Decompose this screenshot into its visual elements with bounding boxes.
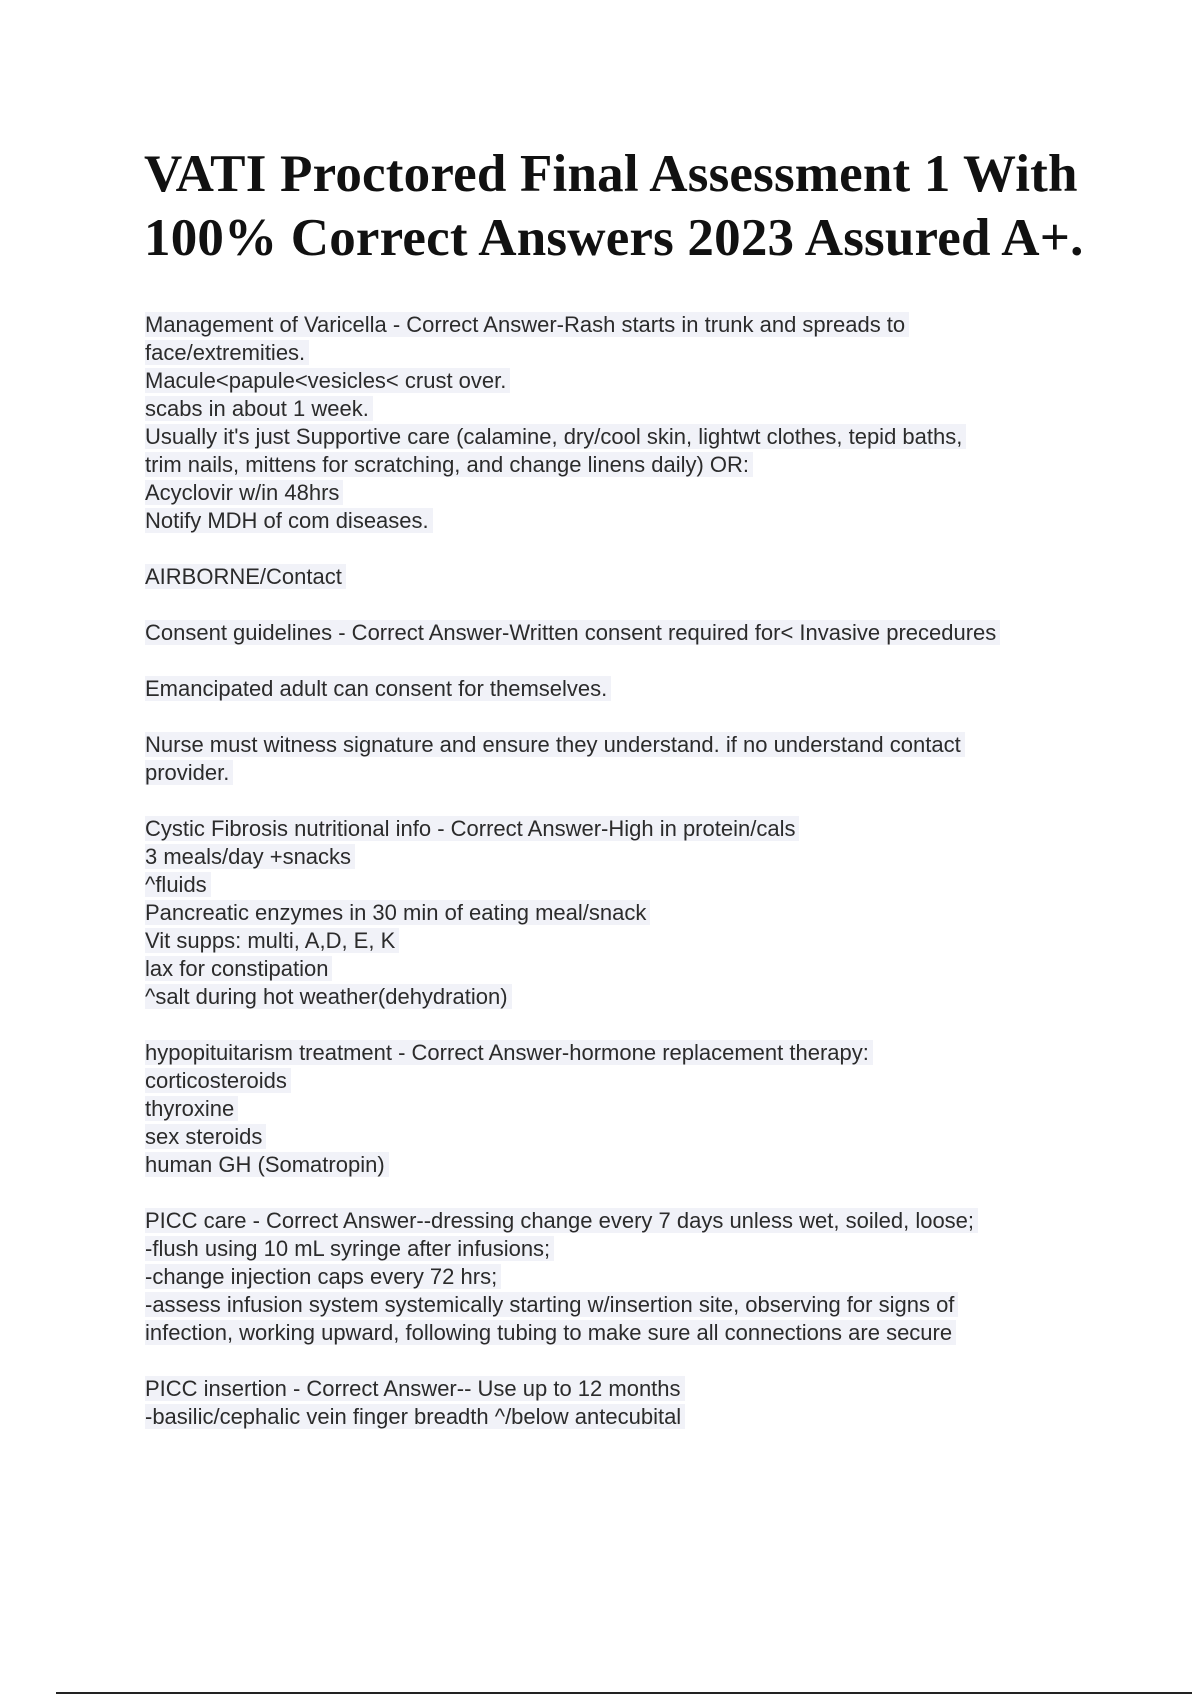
text-line: Acyclovir w/in 48hrs — [145, 480, 343, 505]
text-line: -change injection caps every 72 hrs; — [145, 1264, 501, 1289]
text-line: 3 meals/day +snacks — [145, 844, 355, 869]
text-line: thyroxine — [145, 1096, 238, 1121]
text-block-emancipated — [145, 675, 1105, 703]
text-line: Usually it's just Supportive care (calamine, dry/cool skin, lightwt clothes, tepid baths, — [145, 424, 966, 449]
text-line: AIRBORNE/Contact — [145, 564, 346, 589]
title-line-1: VATI Proctored Final Assessment 1 With — [144, 145, 1078, 203]
text-block-airborne — [145, 563, 1105, 591]
text-line: Pancreatic enzymes in 30 min of eating meal/snack — [145, 900, 650, 925]
text-line: -basilic/cephalic vein finger breadth ^/below antecubital — [145, 1404, 685, 1429]
text-line: Cystic Fibrosis nutritional info - Correct Answer-High in protein/cals — [145, 816, 799, 841]
qa-block-hypopituitarism — [145, 1039, 1105, 1179]
qa-block-picc-care — [145, 1207, 1105, 1347]
text-line: -assess infusion system systemically starting w/insertion site, observing for signs of — [145, 1292, 958, 1317]
text-line: Management of Varicella - Correct Answer-Rash starts in trunk and spreads to — [145, 312, 909, 337]
text-line: -flush using 10 mL syringe after infusions; — [145, 1236, 554, 1261]
text-line: PICC insertion - Correct Answer-- Use up to 12 months — [145, 1376, 685, 1401]
text-line: Notify MDH of com diseases. — [145, 508, 433, 533]
qa-block-picc-insertion — [145, 1375, 1105, 1431]
text-line: infection, working upward, following tubing to make sure all connections are secure — [145, 1320, 956, 1345]
qa-block-varicella — [145, 311, 1105, 535]
text-line: sex steroids — [145, 1124, 266, 1149]
document-body — [145, 311, 1105, 1431]
text-line: ^salt during hot weather(dehydration) — [145, 984, 512, 1009]
text-line: Emancipated adult can consent for themselves. — [145, 676, 611, 701]
text-line: trim nails, mittens for scratching, and change linens daily) OR: — [145, 452, 753, 477]
text-line: PICC care - Correct Answer--dressing change every 7 days unless wet, soiled, loose; — [145, 1208, 978, 1233]
text-line: provider. — [145, 760, 233, 785]
text-block-nurse-witness — [145, 731, 1105, 787]
text-line: Macule<papule<vesicles< crust over. — [145, 368, 510, 393]
qa-block-cystic-fibrosis — [145, 815, 1105, 1011]
text-line: hypopituitarism treatment - Correct Answer-hormone replacement therapy: — [145, 1040, 873, 1065]
text-line: corticosteroids — [145, 1068, 291, 1093]
text-line: lax for constipation — [145, 956, 332, 981]
text-line: human GH (Somatropin) — [145, 1152, 389, 1177]
text-line: scabs in about 1 week. — [145, 396, 373, 421]
document-title — [144, 142, 1184, 270]
title-line-2: 100% Correct Answers 2023 Assured A+. — [144, 209, 1084, 267]
qa-block-consent — [145, 619, 1105, 647]
footer-divider — [56, 1692, 1192, 1694]
text-line: face/extremities. — [145, 340, 309, 365]
text-line: Nurse must witness signature and ensure they understand. if no understand contact — [145, 732, 965, 757]
text-line: Consent guidelines - Correct Answer-Written consent required for< Invasive precedures — [145, 620, 1000, 645]
text-line: Vit supps: multi, A,D, E, K — [145, 928, 399, 953]
text-line: ^fluids — [145, 872, 211, 897]
